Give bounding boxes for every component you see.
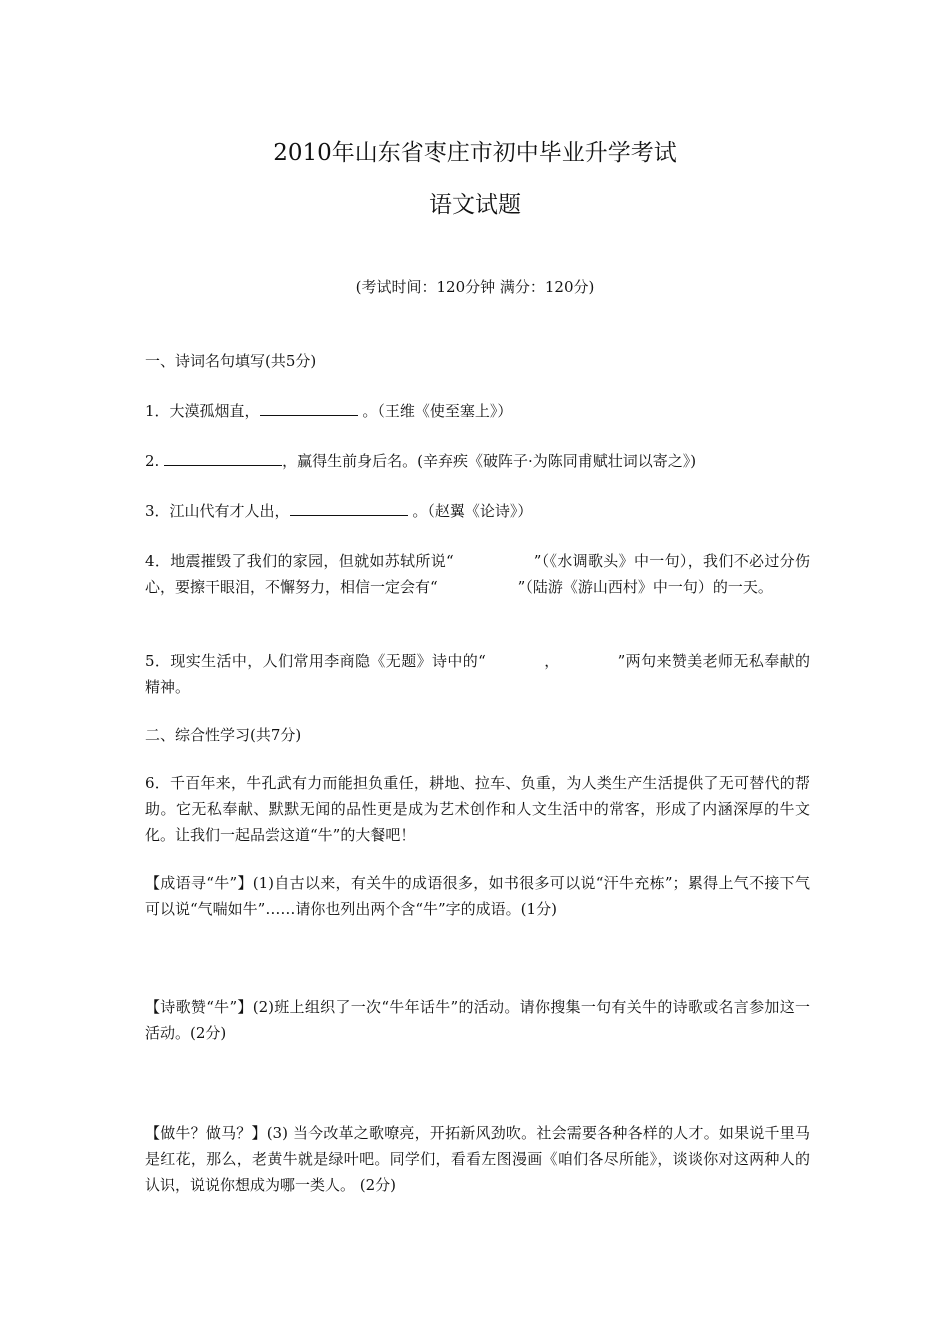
question-2 (145, 448, 810, 474)
q1-prefix: 1．大漠孤烟直， (145, 402, 260, 420)
q1-suffix: 。（王维《使至塞上》） (362, 402, 513, 420)
exam-title: 2010年山东省枣庄市初中毕业升学考试 (273, 140, 677, 166)
question-6-3: 【做牛？做马？】(3) 当今改革之歌嘹亮，开拓新风劲吹。社会需要各种各样的人才。如果说千里马是红花，那么，老黄牛就是绿叶吧。同学们，看看左图漫画《咱们各尽所能》，谈谈你对这两种人的认识，说说你想成为哪一类人。 (2分) (145, 1124, 810, 1194)
q3-answer-blank[interactable] (290, 501, 408, 516)
question-6-intro: 6．千百年来，牛孔武有力而能担负重任，耕地、拉车、负重，为人类生产生活提供了无可替代的帮助。它无私奉献、默默无闻的品性更是成为艺术创作和人文生活中的常客，形成了内涵深厚的牛文化。让我们一起品尝这道“牛”的大餐吧！ (145, 774, 810, 844)
question-5 (145, 648, 810, 700)
q3-suffix: 。（赵翼《论诗》） (412, 502, 533, 520)
q4-part3: ”（陆游《游山西村》中一句）的一天。 (517, 578, 773, 596)
q5-part2: ， (543, 652, 560, 670)
exam-info: (考试时间：120分钟 满分：120分) (355, 278, 595, 296)
q3-prefix: 3．江山代有才人出， (145, 502, 290, 520)
question-1 (145, 398, 810, 424)
question-6-2: 【诗歌赞“牛”】(2)班上组织了一次“牛年话牛”的活动。请你搜集一句有关牛的诗歌或名言参加这一活动。(2分) (145, 998, 810, 1042)
q1-answer-blank[interactable] (260, 401, 358, 416)
q5-part3: ”两句来赞美老师无私奉献的精神。 (145, 652, 810, 696)
q5-part1: 5．现实生活中，人们常用李商隐《无题》诗中的“ (145, 652, 486, 670)
q4-part1: 4．地震摧毁了我们的家园，但就如苏轼所说“ (145, 552, 454, 570)
section1-heading: 一、诗词名句填写(共5分) (145, 352, 317, 370)
q2-suffix: ，赢得生前身后名。(辛弃疾《破阵子·为陈同甫赋壮词以寄之》) (282, 452, 697, 470)
q4-part2: ”（《水调歌头》中一句），我们不必过分伤心，要擦干眼泪，不懈努力，相信一定会有“ (145, 552, 811, 596)
section2-heading: 二、综合性学习(共7分) (145, 726, 302, 744)
q2-prefix: 2. (145, 452, 165, 470)
exam-subtitle: 语文试题 (429, 192, 521, 218)
question-6-1: 【成语寻“牛”】(1)自古以来，有关牛的成语很多，如书很多可以说“汗牛充栋”；累得上气不接下气可以说“气喘如牛”……请你也列出两个含“牛”字的成语。(1分) (145, 874, 810, 918)
question-4 (145, 548, 810, 600)
q2-answer-blank[interactable] (164, 451, 282, 466)
question-3 (145, 498, 810, 524)
